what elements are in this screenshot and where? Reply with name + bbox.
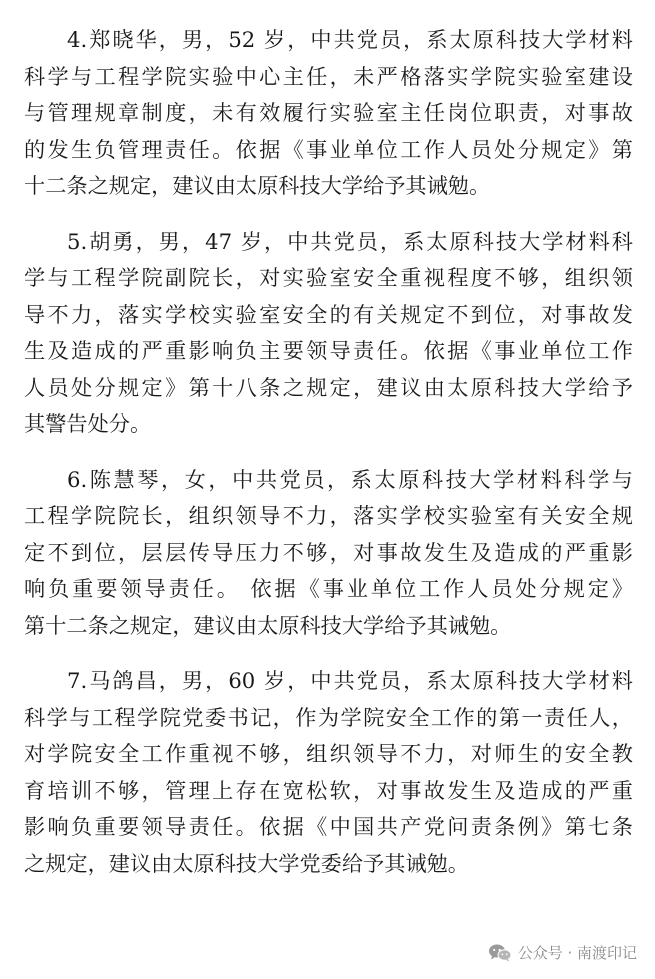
text-line: 定不到位，层层传导压力不够，对事故发生及造成的严重影 bbox=[24, 539, 633, 565]
paragraph-4 bbox=[24, 22, 633, 205]
text-line: 7.马鸽昌，男，60 岁，中共党员，系太原科技大学材料 bbox=[67, 668, 633, 693]
paragraph-7 bbox=[24, 663, 633, 882]
watermark bbox=[488, 942, 637, 963]
text-line: 其警告处分。 bbox=[24, 411, 152, 436]
text-line: 育培训不够，管理上存在宽松软，对事故发生及造成的严重 bbox=[24, 777, 633, 803]
text-line: 科学与工程学院实验中心主任，未严格落实学院实验室建设 bbox=[24, 63, 633, 89]
text-line: 的发生负管理责任。依据《事业单位工作人员处分规定》第 bbox=[24, 136, 633, 162]
text-line: 生及造成的严重影响负主要领导责任。依据《事业单位工作 bbox=[24, 338, 633, 363]
text-line: 十二条之规定，建议由太原科技大学给予其诫勉。 bbox=[24, 173, 491, 198]
text-line: 4.郑晓华，男，52 岁，中共党员，系太原科技大学材料 bbox=[67, 27, 633, 52]
text-line: 与管理规章制度，未有效履行实验室主任岗位职责，对事故 bbox=[24, 100, 633, 125]
text-line: 科学与工程学院党委书记，作为学院安全工作的第一责任人， bbox=[24, 704, 633, 730]
paragraph-6 bbox=[24, 462, 633, 645]
text-line: 5.胡勇，男，47 岁，中共党员，系太原科技大学材料科 bbox=[67, 228, 633, 254]
text-line: 人员处分规定》第十八条之规定，建议由太原科技大学给予 bbox=[24, 374, 633, 400]
text-line: 6.陈慧琴，女，中共党员，系太原科技大学材料科学与 bbox=[67, 466, 633, 492]
watermark-text: 公众号 · 南渡印记 bbox=[517, 944, 637, 962]
text-line: 导不力，落实学校实验室安全的有关规定不到位，对事故发 bbox=[24, 301, 633, 327]
text-line: 学与工程学院副院长，对实验室安全重视程度不够，组织领 bbox=[24, 265, 633, 290]
paragraph-5 bbox=[24, 224, 633, 443]
text-line: 第十二条之规定，建议由太原科技大学给予其诫勉。 bbox=[24, 612, 512, 638]
text-line: 对学院安全工作重视不够，组织领导不力，对师生的安全教 bbox=[24, 741, 633, 766]
text-line: 影响负重要领导责任。依据《中国共产党问责条例》第七条 bbox=[24, 814, 633, 839]
text-line: 之规定，建议由太原科技大学党委给予其诫勉。 bbox=[24, 850, 469, 876]
text-line: 响负重要领导责任。 依据《事业单位工作人员处分规定》 bbox=[24, 576, 633, 601]
text-line: 工程学院院长，组织领导不力，落实学校实验室有关安全规 bbox=[24, 503, 633, 528]
wechat-icon bbox=[488, 943, 512, 963]
